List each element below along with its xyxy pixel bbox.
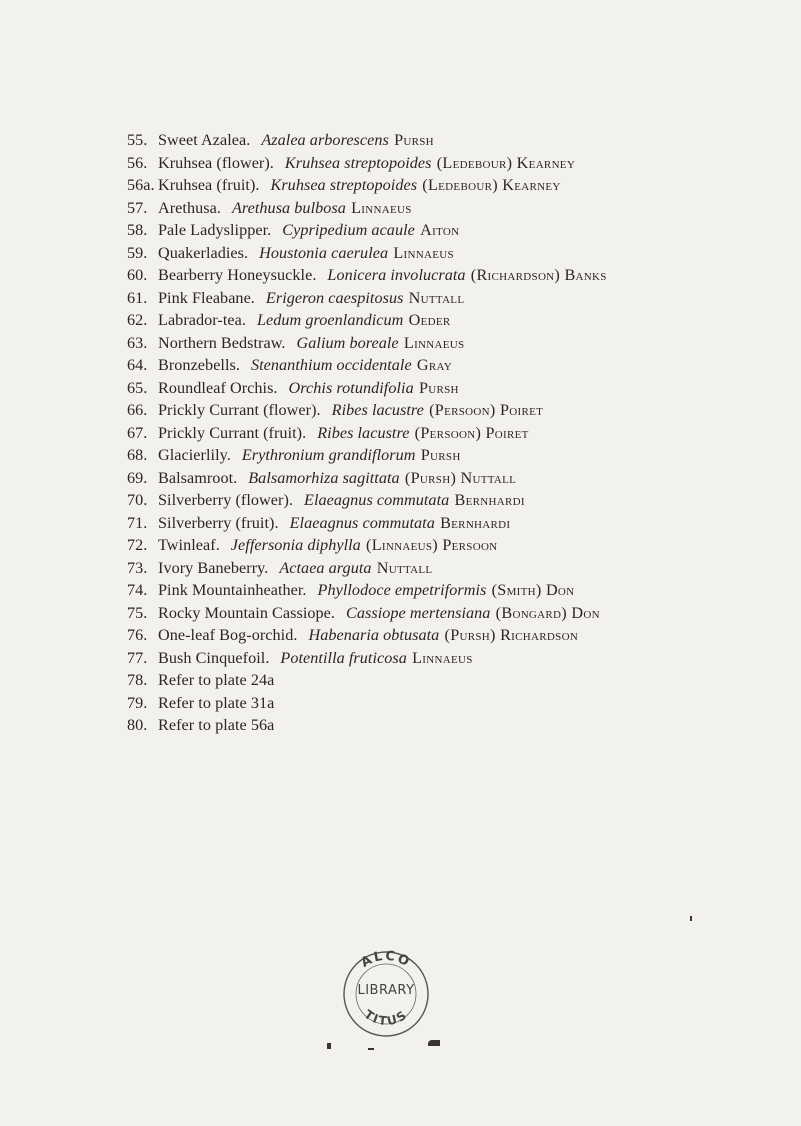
- common-name: Refer to plate 56a: [158, 716, 275, 734]
- scientific-name: Erigeron caespitosus: [265, 288, 404, 307]
- plate-entry: [127, 534, 787, 557]
- ink-speck: [327, 1043, 331, 1049]
- plate-entry: [127, 489, 787, 512]
- scientific-name: Ribes lacustre: [331, 401, 424, 419]
- plate-entry: [127, 309, 787, 332]
- common-name: Bush Cinquefoil.: [158, 648, 270, 667]
- plate-number: 70.: [127, 491, 148, 509]
- scientific-name: Ribes lacustre: [317, 423, 410, 442]
- plate-number: 79.: [127, 693, 148, 712]
- plate-entry: [127, 647, 787, 670]
- plate-number: 77.: [127, 648, 148, 667]
- plate-number: 62.: [127, 311, 148, 329]
- plate-entry: [127, 422, 787, 445]
- author-name: (Richardson) Banks: [470, 266, 607, 284]
- plate-entry: [127, 669, 787, 692]
- plate-number: 60.: [127, 266, 148, 284]
- common-name: Ivory Baneberry.: [158, 558, 269, 577]
- author-name: (Bongard) Don: [495, 603, 600, 622]
- scientific-name: Actaea arguta: [279, 558, 372, 577]
- library-stamp: [338, 946, 434, 1042]
- common-name: Prickly Currant (flower).: [158, 401, 321, 419]
- plate-number: 65.: [127, 378, 148, 397]
- plate-entry: [127, 377, 787, 400]
- ink-speck: [368, 1048, 374, 1050]
- plate-number: 68.: [127, 446, 148, 464]
- author-name: (Pursh) Richardson: [444, 626, 579, 644]
- plate-entry: [127, 332, 787, 355]
- common-name: Twinleaf.: [158, 536, 220, 554]
- author-name: Linnaeus: [412, 648, 473, 667]
- plate-number: 63.: [127, 333, 148, 352]
- common-name: Silverberry (flower).: [158, 491, 293, 509]
- plate-number: 57.: [127, 198, 148, 217]
- author-name: Linnaeus: [351, 198, 412, 217]
- plate-number: 58.: [127, 221, 148, 239]
- svg-text:ALCO: [359, 949, 414, 971]
- author-name: Bernhardi: [454, 491, 525, 509]
- scientific-name: Jeffersonia diphylla: [230, 536, 361, 554]
- author-name: (Smith) Don: [491, 581, 575, 599]
- author-name: Pursh: [394, 131, 434, 149]
- scientific-name: Kruhsea streptopoides: [284, 153, 432, 172]
- plate-entry: [127, 174, 787, 197]
- common-name: Prickly Currant (fruit).: [158, 423, 307, 442]
- scientific-name: Azalea arborescens: [261, 131, 389, 149]
- plate-entry: [127, 129, 787, 152]
- scientific-name: Elaeagnus commutata: [289, 513, 435, 532]
- plate-entry: [127, 219, 787, 242]
- scientific-name: Houstonia caerulea: [259, 243, 389, 262]
- scientific-name: Balsamorhiza sagittata: [248, 468, 400, 487]
- common-name: Pink Fleabane.: [158, 288, 255, 307]
- plate-entry: [127, 287, 787, 310]
- plate-number: 59.: [127, 243, 148, 262]
- common-name: Rocky Mountain Cassiope.: [158, 603, 336, 622]
- plate-number: 73.: [127, 558, 148, 577]
- plate-number: 55.: [127, 131, 148, 149]
- scientific-name: Galium boreale: [296, 333, 399, 352]
- common-name: Roundleaf Orchis.: [158, 378, 278, 397]
- author-name: Oeder: [408, 311, 451, 329]
- plate-number: 71.: [127, 513, 148, 532]
- plate-entry: [127, 264, 787, 287]
- author-name: Aiton: [420, 221, 460, 239]
- plate-number: 67.: [127, 423, 148, 442]
- author-name: Bernhardi: [440, 513, 511, 532]
- scientific-name: Kruhsea streptopoides: [270, 176, 418, 194]
- plate-number: 76.: [127, 626, 148, 644]
- scientific-name: Arethusa bulbosa: [231, 198, 346, 217]
- plate-number: 69.: [127, 468, 148, 487]
- scientific-name: Erythronium grandiflorum: [241, 446, 416, 464]
- stamp-top-text: ALCO: [358, 948, 414, 971]
- scientific-name: Stenanthium occidentale: [250, 356, 412, 374]
- stamp-label: LIBRARY: [357, 983, 415, 998]
- common-name: Sweet Azalea.: [158, 131, 251, 149]
- author-name: Pursh: [418, 378, 459, 397]
- author-name: Gray: [416, 356, 453, 374]
- scientific-name: Lonicera involucrata: [327, 266, 466, 284]
- common-name: Northern Bedstraw.: [158, 333, 286, 352]
- plate-entry: [127, 197, 787, 220]
- scientific-name: Phyllodoce empetriformis: [317, 581, 487, 599]
- author-name: (Persoon) Poiret: [414, 423, 529, 442]
- common-name: Silverberry (fruit).: [158, 513, 279, 532]
- common-name: Glacierlily.: [158, 446, 231, 464]
- common-name: Quakerladies.: [158, 243, 249, 262]
- author-name: (Ledebour) Kearney: [422, 176, 561, 194]
- common-name: Bronzebells.: [158, 356, 240, 374]
- svg-text:TITUS: [362, 1007, 411, 1028]
- plate-number: 72.: [127, 536, 148, 554]
- scientific-name: Ledum groenlandicum: [256, 311, 404, 329]
- scientific-name: Cassiope mertensiana: [346, 603, 491, 622]
- plate-entry: [127, 354, 787, 377]
- plate-number: 56a.: [127, 176, 155, 194]
- plate-entry: [127, 399, 787, 422]
- common-name: One-leaf Bog-orchid.: [158, 626, 298, 644]
- author-name: Linnaeus: [393, 243, 454, 262]
- scientific-name: Elaeagnus commutata: [304, 491, 450, 509]
- plate-entry: [127, 512, 787, 535]
- ink-speck: [428, 1040, 440, 1046]
- plate-number: 64.: [127, 356, 148, 374]
- common-name: Labrador-tea.: [158, 311, 246, 329]
- plate-entry: [127, 602, 787, 625]
- author-name: Pursh: [420, 446, 461, 464]
- common-name: Pale Ladyslipper.: [158, 221, 272, 239]
- author-name: (Pursh) Nuttall: [404, 468, 517, 487]
- common-name: Bearberry Honeysuckle.: [158, 266, 317, 284]
- common-name: Refer to plate 24a: [158, 671, 275, 689]
- plate-number: 66.: [127, 401, 148, 419]
- plate-entry: [127, 152, 787, 175]
- scientific-name: Habenaria obtusata: [308, 626, 440, 644]
- common-name: Kruhsea (flower).: [158, 153, 274, 172]
- plate-number: 75.: [127, 603, 148, 622]
- plate-number: 56.: [127, 153, 148, 172]
- plate-entry: [127, 692, 787, 715]
- author-name: (Ledebour) Kearney: [436, 153, 576, 172]
- author-name: Nuttall: [376, 558, 433, 577]
- plate-entry: [127, 467, 787, 490]
- plate-list: [127, 129, 787, 737]
- plate-number: 80.: [127, 716, 148, 734]
- plate-entry: [127, 624, 787, 647]
- common-name: Balsamroot.: [158, 468, 238, 487]
- author-name: Linnaeus: [403, 333, 465, 352]
- author-name: (Linnaeus) Persoon: [366, 536, 498, 554]
- author-name: (Persoon) Poiret: [429, 401, 544, 419]
- author-name: Nuttall: [408, 288, 465, 307]
- scientific-name: Cypripedium acaule: [282, 221, 415, 239]
- ink-speck: [690, 916, 692, 921]
- common-name: Kruhsea (fruit).: [158, 176, 260, 194]
- scientific-name: Orchis rotundifolia: [288, 378, 414, 397]
- plate-number: 74.: [127, 581, 148, 599]
- plate-entry: [127, 714, 787, 737]
- plate-entry: [127, 557, 787, 580]
- plate-entry: [127, 444, 787, 467]
- plate-entry: [127, 579, 787, 602]
- plate-number: 78.: [127, 671, 148, 689]
- plate-number: 61.: [127, 288, 148, 307]
- scientific-name: Potentilla fruticosa: [280, 648, 407, 667]
- common-name: Refer to plate 31a: [158, 693, 275, 712]
- common-name: Pink Mountainheather.: [158, 581, 307, 599]
- plate-entry: [127, 242, 787, 265]
- common-name: Arethusa.: [158, 198, 221, 217]
- stamp-bottom-text: TITUS: [361, 1007, 411, 1029]
